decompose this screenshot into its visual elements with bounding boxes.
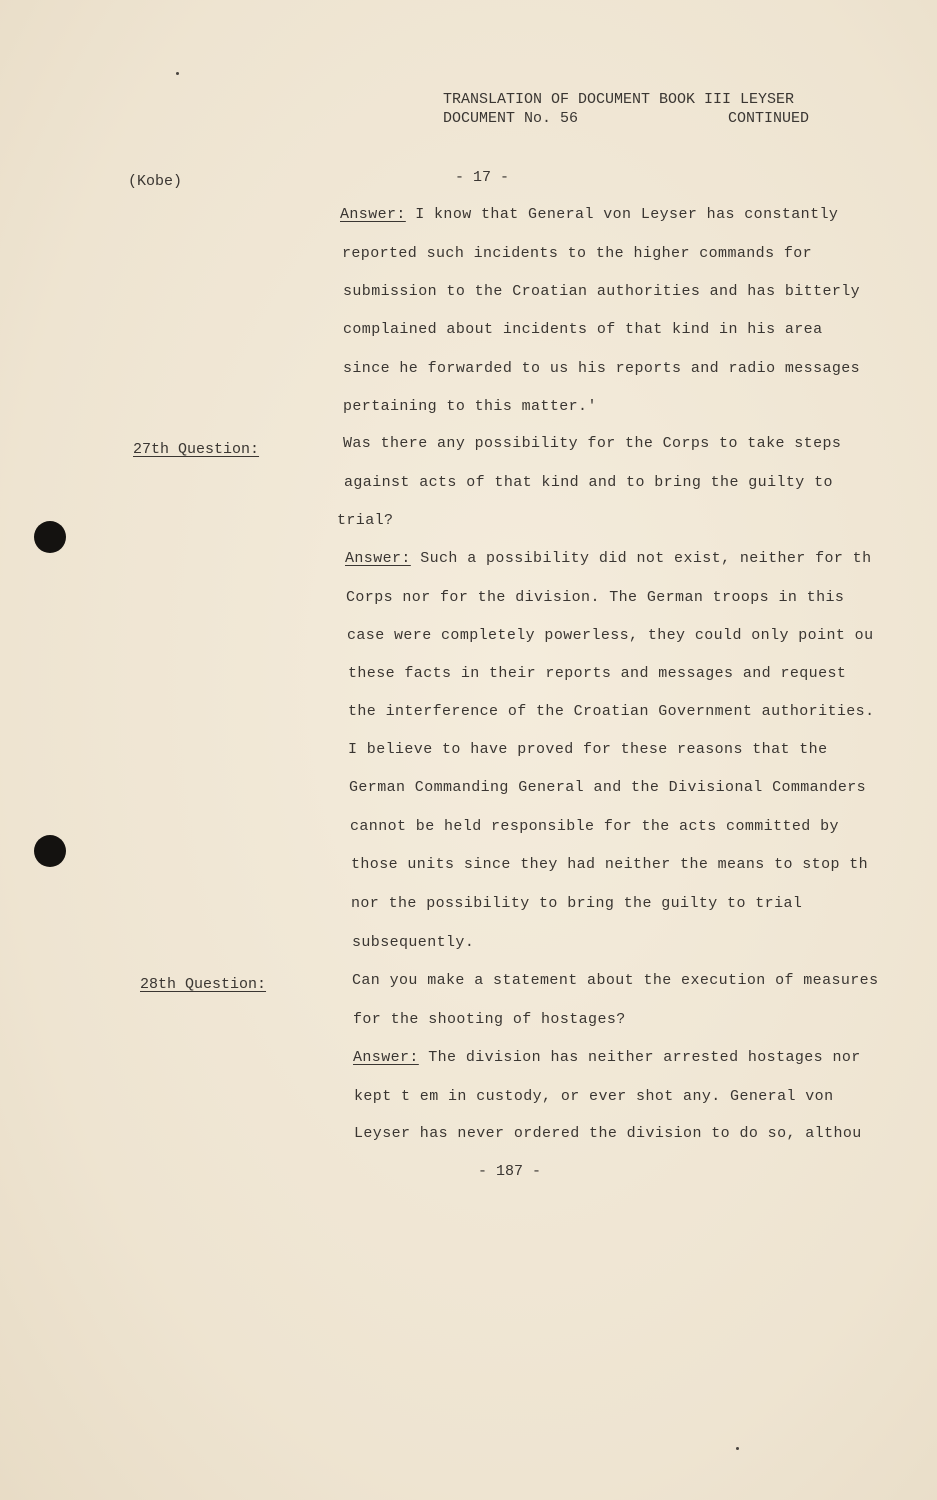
text-line: I believe to have proved for these reasons that the [348,741,828,758]
answer-label: Answer: [345,550,411,567]
text-line: submission to the Croatian authorities and has bitterly [343,283,861,300]
text-line: Was there any possibility for the Corps to take steps [343,435,842,452]
text-line: complained about incidents of that kind in his area [343,321,823,338]
text-line: against acts of that kind and to bring the guilty to [344,474,833,491]
punch-hole-lower [34,835,66,867]
text-line: German Commanding General and the Divisional Commanders [349,779,867,796]
text-line [345,550,872,567]
header-title: TRANSLATION OF DOCUMENT BOOK III LEYSER [443,91,795,108]
text-line: kept t em in custody, or ever shot any. General von [354,1088,834,1105]
text-line: Can you make a statement about the execution of measures [352,972,879,989]
text-line: since he forwarded to us his reports and radio messages [343,360,861,377]
page-number-bottom: - 187 - [478,1163,542,1180]
punch-hole-upper [34,521,66,553]
header-doc-number: DOCUMENT No. 56 [443,110,579,127]
text-line [353,1049,861,1066]
ink-speck [736,1447,739,1450]
question-28-label: 28th Question: [140,976,267,993]
margin-note: (Kobe) [128,173,183,190]
question-27-label: 27th Question: [133,441,260,458]
answer-label: Answer: [340,206,406,223]
line-text: Such a possibility did not exist, neither for th [420,550,872,567]
text-line: cannot be held responsible for the acts committed by [350,818,839,835]
text-line: these facts in their reports and messages and request [348,665,847,682]
text-line: case were completely powerless, they could only point ou [347,627,874,644]
text-line: those units since they had neither the means to stop th [351,856,869,873]
text-line: for the shooting of hostages? [353,1011,626,1028]
line-text: I know that General von Leyser has constantly [415,206,839,223]
answer-label: Answer: [353,1049,419,1066]
text-line [340,206,838,223]
text-line: the interference of the Croatian Government authorities. [348,703,875,720]
document-header [443,90,809,128]
text-line: subsequently. [352,934,475,951]
page-number-top: - 17 - [455,169,510,186]
text-line: nor the possibility to bring the guilty to trial [351,895,803,912]
header-continued: CONTINUED [727,110,809,127]
text-line: trial? [337,512,394,529]
text-line: pertaining to this matter.' [343,398,597,415]
text-line: Corps nor for the division. The German troops in this [346,589,845,606]
text-line: Leyser has never ordered the division to do so, althou [354,1125,862,1142]
line-text: The division has neither arrested hostages nor [428,1049,861,1066]
text-line: reported such incidents to the higher commands for [342,245,813,262]
ink-speck [176,72,179,75]
